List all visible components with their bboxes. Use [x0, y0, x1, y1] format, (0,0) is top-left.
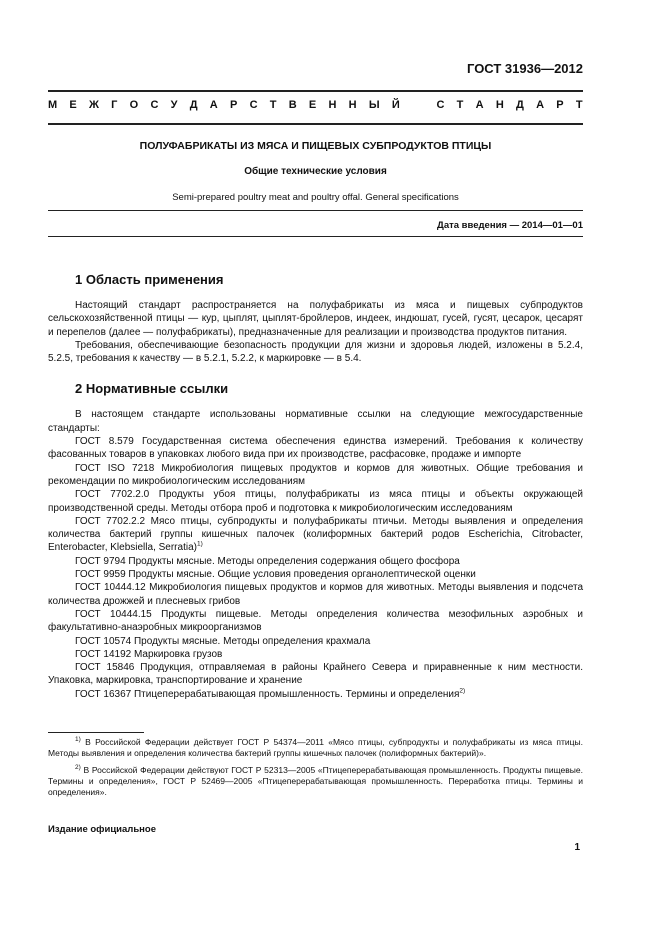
- reference-item: [48, 488, 583, 515]
- standard-type-letter: А: [475, 99, 484, 111]
- reference-item: [48, 435, 583, 462]
- footnote: [48, 737, 583, 760]
- reference-item: [48, 581, 583, 608]
- normative-references-list: [48, 435, 583, 701]
- section-1-paragraph: Настоящий стандарт распространяется на полуфабрикаты из мяса и пищевых субпродуктов сельскохозяйственной птицы — кур, цыплят, цыплят-бройлеров, индеек, индюшат, гусей, гусят, цесарок, цесарят и перепелов (далее — полуфабрикаты), предназначенные для реализации и производства продуктов питания.: [48, 300, 583, 338]
- reference-text: ГОСТ 9794 Продукты мясные. Методы определения содержания общего фосфора: [75, 555, 460, 567]
- reference-item: [48, 515, 583, 555]
- reference-item: [48, 635, 583, 648]
- standard-type-letter: А: [209, 99, 218, 111]
- footnote-marker: 1): [196, 541, 203, 549]
- standard-type-letter: Р: [229, 99, 238, 111]
- reference-text: ГОСТ 10444.15 Продукты пищевые. Методы определения количества мезофильных аэробных и факультативно-анаэробных микроорганизмов: [48, 608, 583, 634]
- standard-type-letter: С: [150, 99, 159, 111]
- standard-type-letter: Е: [308, 99, 317, 111]
- standard-type-letter: Д: [189, 99, 198, 111]
- standard-type-letter: А: [536, 99, 545, 111]
- header-rule-top: [48, 90, 583, 92]
- section-2-intro: В настоящем стандарте использованы нормативные ссылки на следующие межгосударственные стандарты:: [48, 409, 583, 434]
- main-content: [48, 272, 583, 701]
- document-title: ПОЛУФАБРИКАТЫ ИЗ МЯСА И ПИЩЕВЫХ СУБПРОДУКТОВ ПТИЦЫ: [139, 140, 492, 152]
- footnotes: [48, 737, 583, 798]
- standard-type-letter: Ж: [88, 99, 99, 111]
- reference-text: ГОСТ 16367 Птицеперерабатывающая промышленность. Термины и определения: [75, 688, 460, 700]
- reference-text: ГОСТ 8.579 Государственная система обеспечения единства измерений. Требования к количеству фасованных товаров в упаковках любого вида при их производстве, расфасовке, продаже и импорте: [48, 436, 583, 461]
- standard-type-letter: Т: [269, 99, 277, 111]
- standard-type-letter: Й: [391, 99, 400, 111]
- reference-text: ГОСТ 7702.2.0 Продукты убоя птицы, полуфабрикаты из мяса птицы и объекты окружающей производственной среды. Методы отбора проб и подготовка к микробиологическим исследованиям: [48, 489, 583, 514]
- english-title: Semi-prepared poultry meat and poultry offal. General specifications: [172, 192, 459, 203]
- standard-type-letter: Н: [348, 99, 357, 111]
- standard-type-letter: У: [170, 99, 178, 111]
- standard-type-letter: М: [48, 99, 58, 111]
- reference-item: [48, 555, 583, 568]
- footnote: [48, 765, 583, 799]
- reference-text: ГОСТ 15846 Продукция, отправляемая в районы Крайнего Севера и приравненные к ним местности. Упаковка, маркировка, транспортирование и хранение: [48, 662, 583, 687]
- reference-text: ГОСТ 14192 Маркировка грузов: [75, 648, 223, 660]
- footnote-text: В Российской Федерации действует ГОСТ Р 54374—2011 «Мясо птицы, субпродукты и полуфабрикаты из мяса птицы. Методы выявления и определения количества бактерий группы кишечных палочек (полиформных бактерий)».: [48, 737, 583, 759]
- footnote-marker: 2): [459, 687, 466, 695]
- reference-text: ГОСТ 7702.2.2 Мясо птицы, субпродукты и полуфабрикаты птичьи. Методы выявления и определения количества бактерий группы кишечных палочек (колиформных бактерий родов Escherichia, Citrobacter, Enterobacter, Klebsiella, Serratia): [48, 515, 583, 554]
- standard-type-letter: С: [436, 99, 445, 111]
- page-number: 1: [574, 842, 580, 853]
- footnote-marker: 1): [75, 736, 81, 744]
- reference-item: [48, 688, 583, 701]
- document-code: ГОСТ 31936—2012: [467, 61, 583, 76]
- standard-type-letter: Ы: [368, 99, 380, 111]
- reference-item: [48, 648, 583, 661]
- section-1-heading: 1 Область применения: [75, 272, 224, 287]
- standard-type-letter: Е: [69, 99, 77, 111]
- standard-type-letter: Н: [495, 99, 504, 111]
- standard-type-letter: О: [129, 99, 139, 111]
- standard-type-letter: Г: [111, 99, 118, 111]
- reference-text: ГОСТ 10574 Продукты мясные. Методы определения крахмала: [75, 635, 371, 647]
- footnote-rule: [48, 732, 144, 733]
- standard-type-letter: В: [288, 99, 297, 111]
- footnote-marker: 2): [75, 763, 81, 771]
- reference-item: [48, 661, 583, 688]
- footnote-text: В Российской Федерации действуют ГОСТ Р 52313—2005 «Птицеперерабатывающая промышленность. Продукты пищевые. Термины и определения», ГОСТ Р 52469—2005 «Птицеперерабатывающая промышленность. Переработка птицы. Термины и определения».: [48, 764, 583, 798]
- reference-item: [48, 568, 583, 581]
- title-rule: [48, 210, 583, 211]
- standard-type-letter: Т: [575, 99, 583, 111]
- date-rule: [48, 236, 583, 237]
- section-2-heading: 2 Нормативные ссылки: [75, 381, 229, 397]
- reference-text: ГОСТ ISO 7218 Микробиология пищевых продуктов и кормов для животных. Общие требования и рекомендации по микробиологическим исследованиям: [48, 462, 583, 487]
- reference-text: ГОСТ 9959 Продукты мясные. Общие условия проведения органолептической оценки: [75, 569, 476, 581]
- official-edition-label: Издание официальное: [48, 824, 156, 835]
- standard-type-letter: С: [249, 99, 258, 111]
- reference-item: [48, 462, 583, 489]
- reference-item: [48, 608, 583, 635]
- reference-text: ГОСТ 10444.12 Микробиология пищевых продуктов и кормов для животных. Методы выявления и подсчета количества дрожжей и плесневых грибов: [48, 582, 583, 607]
- standard-type-letter: Р: [556, 99, 564, 111]
- standard-type-label: [48, 99, 583, 111]
- document-subtitle: Общие технические условия: [244, 166, 387, 177]
- standard-type-letter: Т: [456, 99, 464, 111]
- standard-type-letter: Д: [516, 99, 524, 111]
- section-1-paragraph: Требования, обеспечивающие безопасность продукции для жизни и здоровья людей, изложены в 5.2.4, 5.2.5, требования к качеству — в 5.2.1, 5.2.2, к маркировке — в 5.4.: [48, 339, 583, 365]
- standard-type-letter: Н: [328, 99, 337, 111]
- introduction-date: Дата введения — 2014—01—01: [437, 220, 583, 231]
- header-rule-bottom: [48, 123, 583, 125]
